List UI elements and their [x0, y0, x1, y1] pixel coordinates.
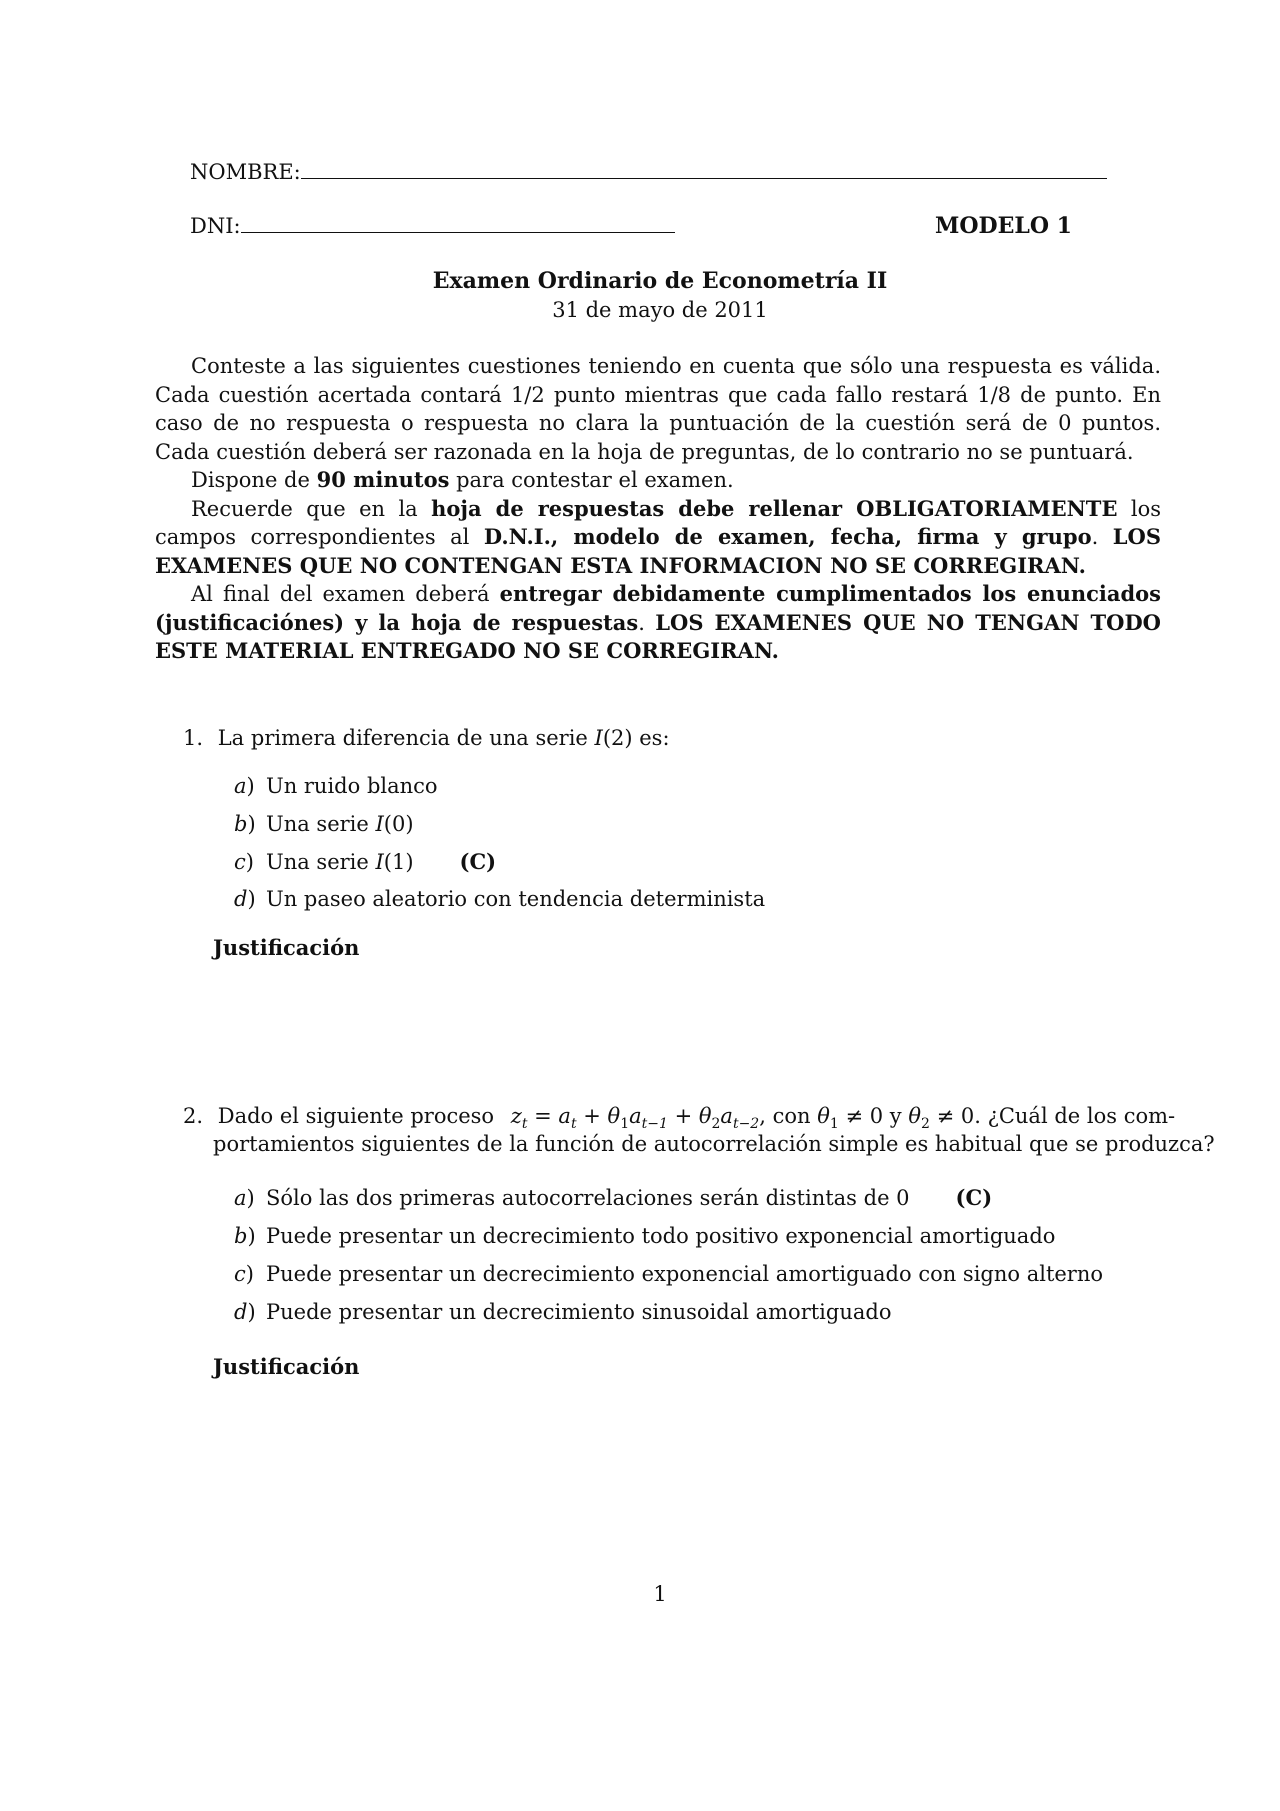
q1-option-d[interactable]: d) Un paseo aleatorio con tendencia determinista	[234, 887, 766, 911]
question-2-line-1: 2. Dado el siguiente proceso $z_t = a_t + \theta_1a_{t-1} + \theta_2a_{t-2}$, con $\theta_1 \ne 0$ y $\theta_2 \ne 0$. ¿Cuál de los com-	[183, 1104, 1176, 1133]
q1-option-c[interactable]: c) Una serie I(1) (C)	[234, 849, 497, 874]
instructions	[155, 352, 1161, 666]
process-formula: $z_t = a_t + \theta_1a_{t-1} + \theta_2a_{t-2}$	[510, 1104, 760, 1133]
q2-option-c[interactable]: c) Puede presentar un decrecimiento exponencial amortiguado con signo alterno	[234, 1262, 1104, 1286]
dni-field[interactable]	[241, 212, 675, 233]
instructions-p1: Conteste a las siguientes cuestiones teniendo en cuenta que sólo una respuesta es válida. Cada cuestión acertada contará 1/2 punto mientras que cada fallo restará 1/8 de punto. En caso de no respuesta o respuesta no clara la puntuación de la cuestión será de 0 puntos. Cada cuestión deberá ser razonada en la hoja de preguntas, de lo contrario no se puntuará.	[155, 354, 1161, 464]
dni-row	[190, 212, 675, 240]
q1-option-a[interactable]: a) Un ruido blanco	[234, 774, 438, 798]
q1-justification-label: Justificación	[213, 935, 360, 960]
question-1: 1. La primera diferencia de una serie I(2) es:	[183, 726, 670, 750]
q2-justification-label: Justificación	[213, 1354, 360, 1379]
page-number: 1	[653, 1582, 667, 1606]
instructions-p4: Al final del examen deberá entregar debidamente cumplimentados los enunciados (justificaciónes) y la hoja de respuestas. LOS EXAMENES QUE NO TENGAN TODO ESTE MATERIAL ENTREGADO NO SE CORREGIRAN.	[155, 581, 1161, 663]
question-2-line-2: portamientos siguientes de la función de autocorrelación simple es habitual que se produzca?	[213, 1132, 1215, 1156]
nombre-row	[190, 158, 1107, 186]
question-number: 2.	[183, 1104, 204, 1128]
nombre-field[interactable]	[301, 158, 1107, 179]
correct-answer-mark: (C)	[459, 849, 497, 874]
exam-title: Examen Ordinario de Econometría II	[432, 268, 888, 294]
instructions-p3: Recuerde que en la hoja de respuestas debe rellenar OBLIGATORIAMENTE los campos correspondientes al D.N.I., modelo de examen, fecha, firma y grupo. LOS EXAMENES QUE NO CONTENGAN ESTA INFORMACION NO SE CORREGIRAN.	[155, 495, 1162, 578]
exam-date: 31 de mayo de 2011	[552, 298, 768, 322]
nombre-label: NOMBRE:	[190, 160, 301, 184]
instructions-p2: Dispone de 90 minutos para contestar el examen.	[191, 467, 734, 492]
correct-answer-mark: (C)	[955, 1185, 993, 1210]
q2-option-b[interactable]: b) Puede presentar un decrecimiento todo positivo exponencial amortiguado	[234, 1224, 1056, 1248]
q2-option-a[interactable]: a) Sólo las dos primeras autocorrelaciones serán distintas de 0 (C)	[234, 1185, 993, 1210]
modelo-label: MODELO 1	[935, 213, 1072, 239]
q2-option-d[interactable]: d) Puede presentar un decrecimiento sinusoidal amortiguado	[234, 1300, 892, 1324]
dni-label: DNI:	[190, 214, 241, 238]
q1-option-b[interactable]: b) Una serie I(0)	[234, 812, 414, 836]
question-number: 1.	[183, 726, 204, 750]
